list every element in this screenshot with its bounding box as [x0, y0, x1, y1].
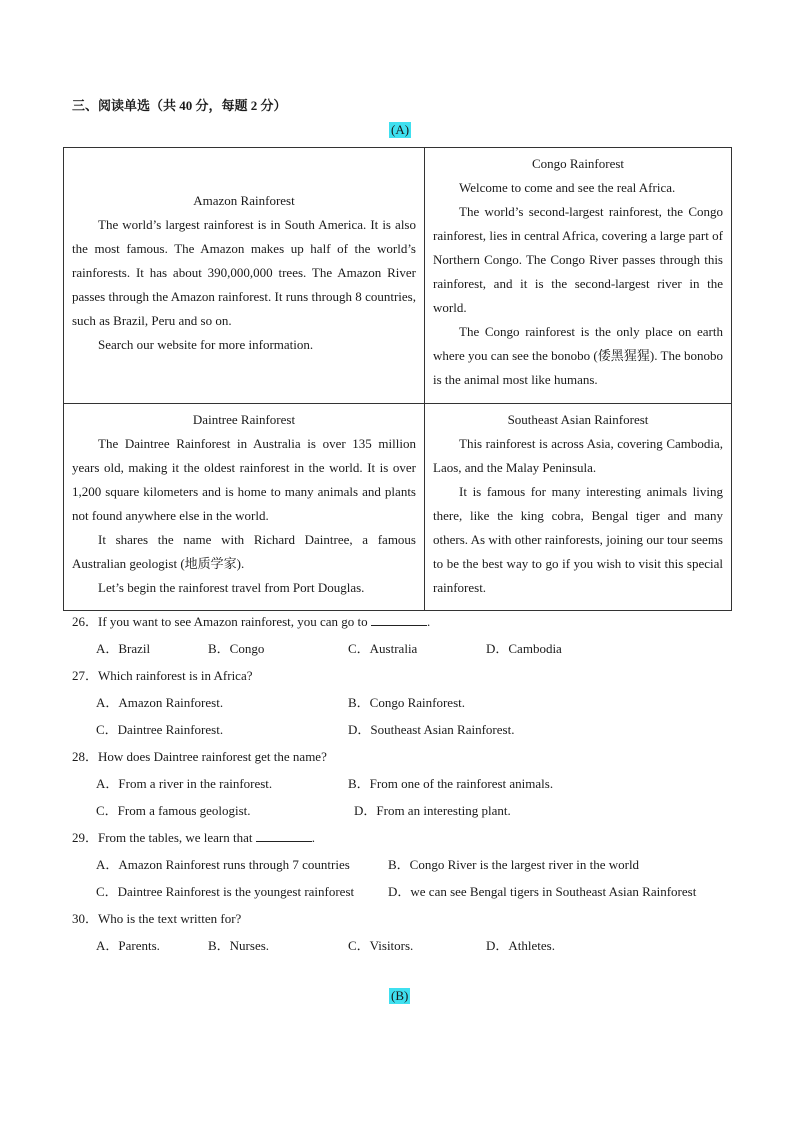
option-d[interactable]: D．From an interesting plant. — [354, 803, 511, 818]
question-26-options — [72, 635, 732, 662]
question-29-options-row2 — [72, 878, 732, 905]
question-stem: 29．From the tables, we learn that — [72, 830, 256, 845]
amazon-cell — [64, 148, 425, 404]
question-29-options-row1 — [72, 851, 732, 878]
question-26 — [72, 608, 732, 635]
question-27-options-row2 — [72, 716, 732, 743]
option-a[interactable]: A．From a river in the rainforest. — [96, 776, 273, 791]
congo-paragraph-3: The Congo rainforest is the only place on earth where you can see the bonobo (倭黑猩猩). The bonobo is the animal most like humans. — [433, 324, 723, 387]
daintree-paragraph-2: It shares the name with Richard Daintree, a famous Australian geologist (地质学家). — [72, 532, 416, 571]
question-stem-end: . — [311, 830, 316, 845]
option-a[interactable]: A．Amazon Rainforest. — [96, 695, 224, 710]
question-28: 28．How does Daintree rainforest get the name? — [72, 749, 327, 764]
passage-label-a: (A) — [391, 122, 410, 137]
option-c[interactable]: C．Daintree Rainforest. — [96, 722, 224, 737]
option-c[interactable]: C．Australia — [348, 641, 418, 656]
question-27: 27．Which rainforest is in Africa? — [72, 668, 253, 683]
southeast-title: Southeast Asian Rainforest — [507, 412, 649, 427]
daintree-cell — [64, 404, 425, 611]
option-c[interactable]: C．From a famous geologist. — [96, 803, 251, 818]
option-c[interactable]: C．Daintree Rainforest is the youngest rainforest — [96, 884, 355, 899]
question-28-options-row1 — [72, 770, 732, 797]
question-27-options-row1 — [72, 689, 732, 716]
section-title: 三、阅读单选（共 40 分，每题 2 分） — [72, 98, 287, 113]
option-a[interactable]: A．Amazon Rainforest runs through 7 countries — [96, 857, 350, 872]
southeast-paragraph-2: It is famous for many interesting animals living there, like the king cobra, Bengal tiger and many others. As with other rainforests, joining our tour seems to be the best way to go if you wish to visit this special rainforest. — [433, 484, 723, 595]
questions-list — [72, 608, 732, 959]
passage-table — [63, 147, 732, 611]
question-30: 30．Who is the text written for? — [72, 911, 242, 926]
congo-title: Congo Rainforest — [531, 156, 625, 171]
question-29 — [72, 824, 732, 851]
option-b[interactable]: B．From one of the rainforest animals. — [348, 776, 554, 791]
answer-blank — [256, 829, 312, 842]
daintree-title: Daintree Rainforest — [192, 412, 296, 427]
amazon-paragraph-1: The world’s largest rainforest is in South America. It is also the most famous. The Amazon makes up half of the world’s rainforests. It has about 390,000,000 trees. The Amazon River passes through the Amazon rainforest. It runs through 8 countries, such as Brazil, Peru and so on. — [72, 217, 416, 328]
option-c[interactable]: C．Visitors. — [348, 938, 414, 953]
option-b[interactable]: B．Congo Rainforest. — [348, 695, 465, 710]
question-30-options — [72, 932, 732, 959]
option-d[interactable]: D．we can see Bengal tigers in Southeast Asian Rainforest — [388, 884, 697, 899]
option-d[interactable]: D．Cambodia — [486, 641, 562, 656]
option-a[interactable]: A．Brazil — [96, 641, 151, 656]
option-a[interactable]: A．Parents. — [96, 938, 160, 953]
southeast-cell — [425, 404, 732, 611]
passage-label-b: (B) — [391, 988, 409, 1003]
amazon-paragraph-2: Search our website for more information. — [98, 337, 314, 352]
question-stem: 26．If you want to see Amazon rainforest, you can go to — [72, 614, 371, 629]
daintree-paragraph-1: The Daintree Rainforest in Australia is over 135 million years old, making it the oldest rainforest in the world. It is over 1,200 square kilometers and is home to many animals and plants not found anywhere else in the world. — [72, 436, 416, 523]
amazon-title: Amazon Rainforest — [193, 193, 295, 208]
congo-cell — [425, 148, 732, 404]
congo-paragraph-2: The world’s second-largest rainforest, the Congo rainforest, lies in central Africa, covering a large part of Northern Congo. The Congo River passes through this rainforest, and it is the second-largest river in the world. — [433, 204, 723, 315]
option-d[interactable]: D．Southeast Asian Rainforest. — [348, 722, 515, 737]
option-d[interactable]: D．Athletes. — [486, 938, 555, 953]
daintree-paragraph-3: Let’s begin the rainforest travel from Port Douglas. — [98, 580, 365, 595]
question-stem-end: . — [426, 614, 431, 629]
southeast-paragraph-1: This rainforest is across Asia, covering Cambodia, Laos, and the Malay Peninsula. — [433, 436, 723, 475]
congo-paragraph-1: Welcome to come and see the real Africa. — [459, 180, 676, 195]
option-b[interactable]: B．Nurses. — [208, 938, 270, 953]
question-28-options-row2 — [72, 797, 732, 824]
answer-blank — [371, 613, 427, 626]
option-b[interactable]: B．Congo — [208, 641, 265, 656]
option-b[interactable]: B．Congo River is the largest river in the world — [388, 857, 640, 872]
